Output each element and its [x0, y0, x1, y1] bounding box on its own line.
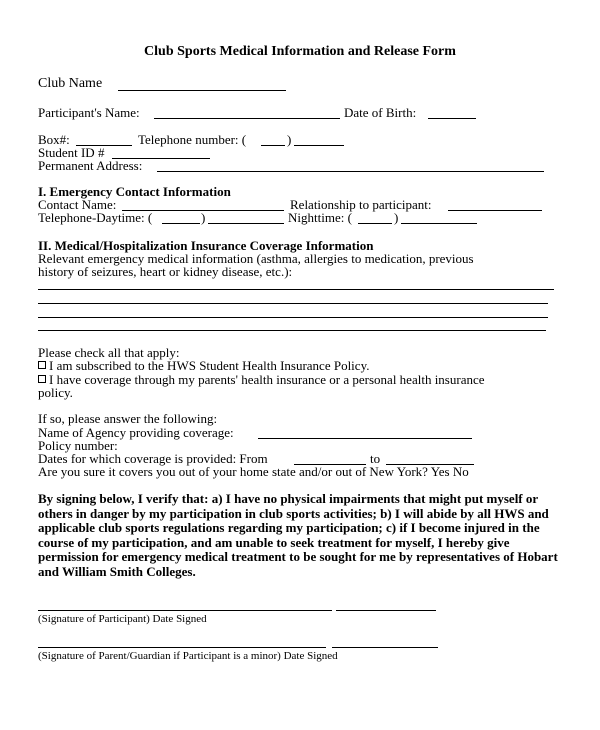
- check-prompt: Please check all that apply:: [38, 345, 180, 360]
- option-parent-insurance-cont: policy.: [38, 385, 73, 400]
- dates-label: Dates for which coverage is provided: From: [38, 451, 268, 466]
- dob-label: Date of Birth:: [344, 105, 417, 120]
- medical-info-line2: history of seizures, heart or kidney disease, etc.):: [38, 264, 293, 279]
- release-statement: By signing below, I verify that: a) I have no physical impairments that might put myself or others in danger by my participation in club sports activities; b) I will abide by all HWS and applicable club sports regulations regarding my participation; c) if I become injured in the course of my participation, and am unable to seek treatment for myself, I hereby give permission for emergency medical treatment to be sought for me by representatives of Hobart and William Smith Colleges.: [38, 491, 558, 579]
- medical-info-line1: Relevant emergency medical information (asthma, allergies to medication, previous: [38, 251, 474, 266]
- tel-daytime-field[interactable]: [208, 223, 284, 224]
- checkbox-icon[interactable]: [38, 375, 46, 383]
- checkbox-icon[interactable]: [38, 361, 46, 369]
- option-parent-insurance[interactable]: [38, 372, 485, 387]
- section2-heading: II. Medical/Hospitalization Insurance Coverage Information: [38, 238, 374, 253]
- option-hws-insurance[interactable]: [38, 358, 369, 373]
- option-parent-insurance-label: I have coverage through my parents' health insurance or a personal health insurance: [49, 372, 485, 387]
- relationship-label: Relationship to participant:: [290, 197, 432, 212]
- dob-field[interactable]: [428, 118, 476, 119]
- guardian-signature-field[interactable]: [38, 647, 326, 648]
- permanent-address-field[interactable]: [157, 171, 544, 172]
- telephone-paren: ): [287, 132, 292, 147]
- nighttime-label: Nighttime: (: [288, 210, 352, 225]
- box-label: Box#:: [38, 132, 70, 147]
- policy-label: Policy number:: [38, 438, 118, 453]
- participant-name-label: Participant's Name:: [38, 105, 140, 120]
- nighttime-field[interactable]: [401, 223, 477, 224]
- option-hws-insurance-label: I am subscribed to the HWS Student Health Insurance Policy.: [49, 358, 370, 373]
- covers-question: Are you sure it covers you out of your home state and/or out of New York? Yes No: [38, 464, 469, 479]
- agency-field[interactable]: [258, 438, 472, 439]
- to-label: to: [370, 451, 381, 466]
- telephone-area-field[interactable]: [261, 145, 285, 146]
- guardian-signature-label: (Signature of Parent/Guardian if Participant is a minor) Date Signed: [38, 650, 338, 662]
- relationship-field[interactable]: [448, 210, 542, 211]
- nighttime-paren: ): [394, 210, 399, 225]
- participant-date-field[interactable]: [336, 610, 436, 611]
- guardian-date-field[interactable]: [332, 647, 438, 648]
- contact-name-label: Contact Name:: [38, 197, 117, 212]
- permanent-address-label: Permanent Address:: [38, 158, 143, 173]
- medical-info-field-3[interactable]: [38, 317, 548, 318]
- club-name-field[interactable]: [118, 90, 286, 91]
- medical-info-field-2[interactable]: [38, 303, 548, 304]
- participant-signature-field[interactable]: [38, 610, 332, 611]
- medical-info-field-1[interactable]: [38, 289, 554, 290]
- tel-daytime-area-field[interactable]: [162, 223, 200, 224]
- club-name-label: Club Name: [38, 76, 103, 91]
- agency-label: Name of Agency providing coverage:: [38, 425, 234, 440]
- telephone-label: Telephone number: (: [138, 132, 247, 147]
- tel-daytime-paren: ): [201, 210, 206, 225]
- if-so-prompt: If so, please answer the following:: [38, 411, 218, 426]
- participant-signature-label: (Signature of Participant) Date Signed: [38, 613, 207, 625]
- participant-name-field[interactable]: [154, 118, 340, 119]
- form-title: Club Sports Medical Information and Release Form: [144, 44, 456, 59]
- tel-daytime-label: Telephone-Daytime: (: [38, 210, 153, 225]
- section1-heading: I. Emergency Contact Information: [38, 184, 231, 199]
- telephone-field[interactable]: [294, 145, 344, 146]
- student-id-label: Student ID #: [38, 145, 105, 160]
- medical-info-field-4[interactable]: [38, 330, 546, 331]
- nighttime-area-field[interactable]: [358, 223, 392, 224]
